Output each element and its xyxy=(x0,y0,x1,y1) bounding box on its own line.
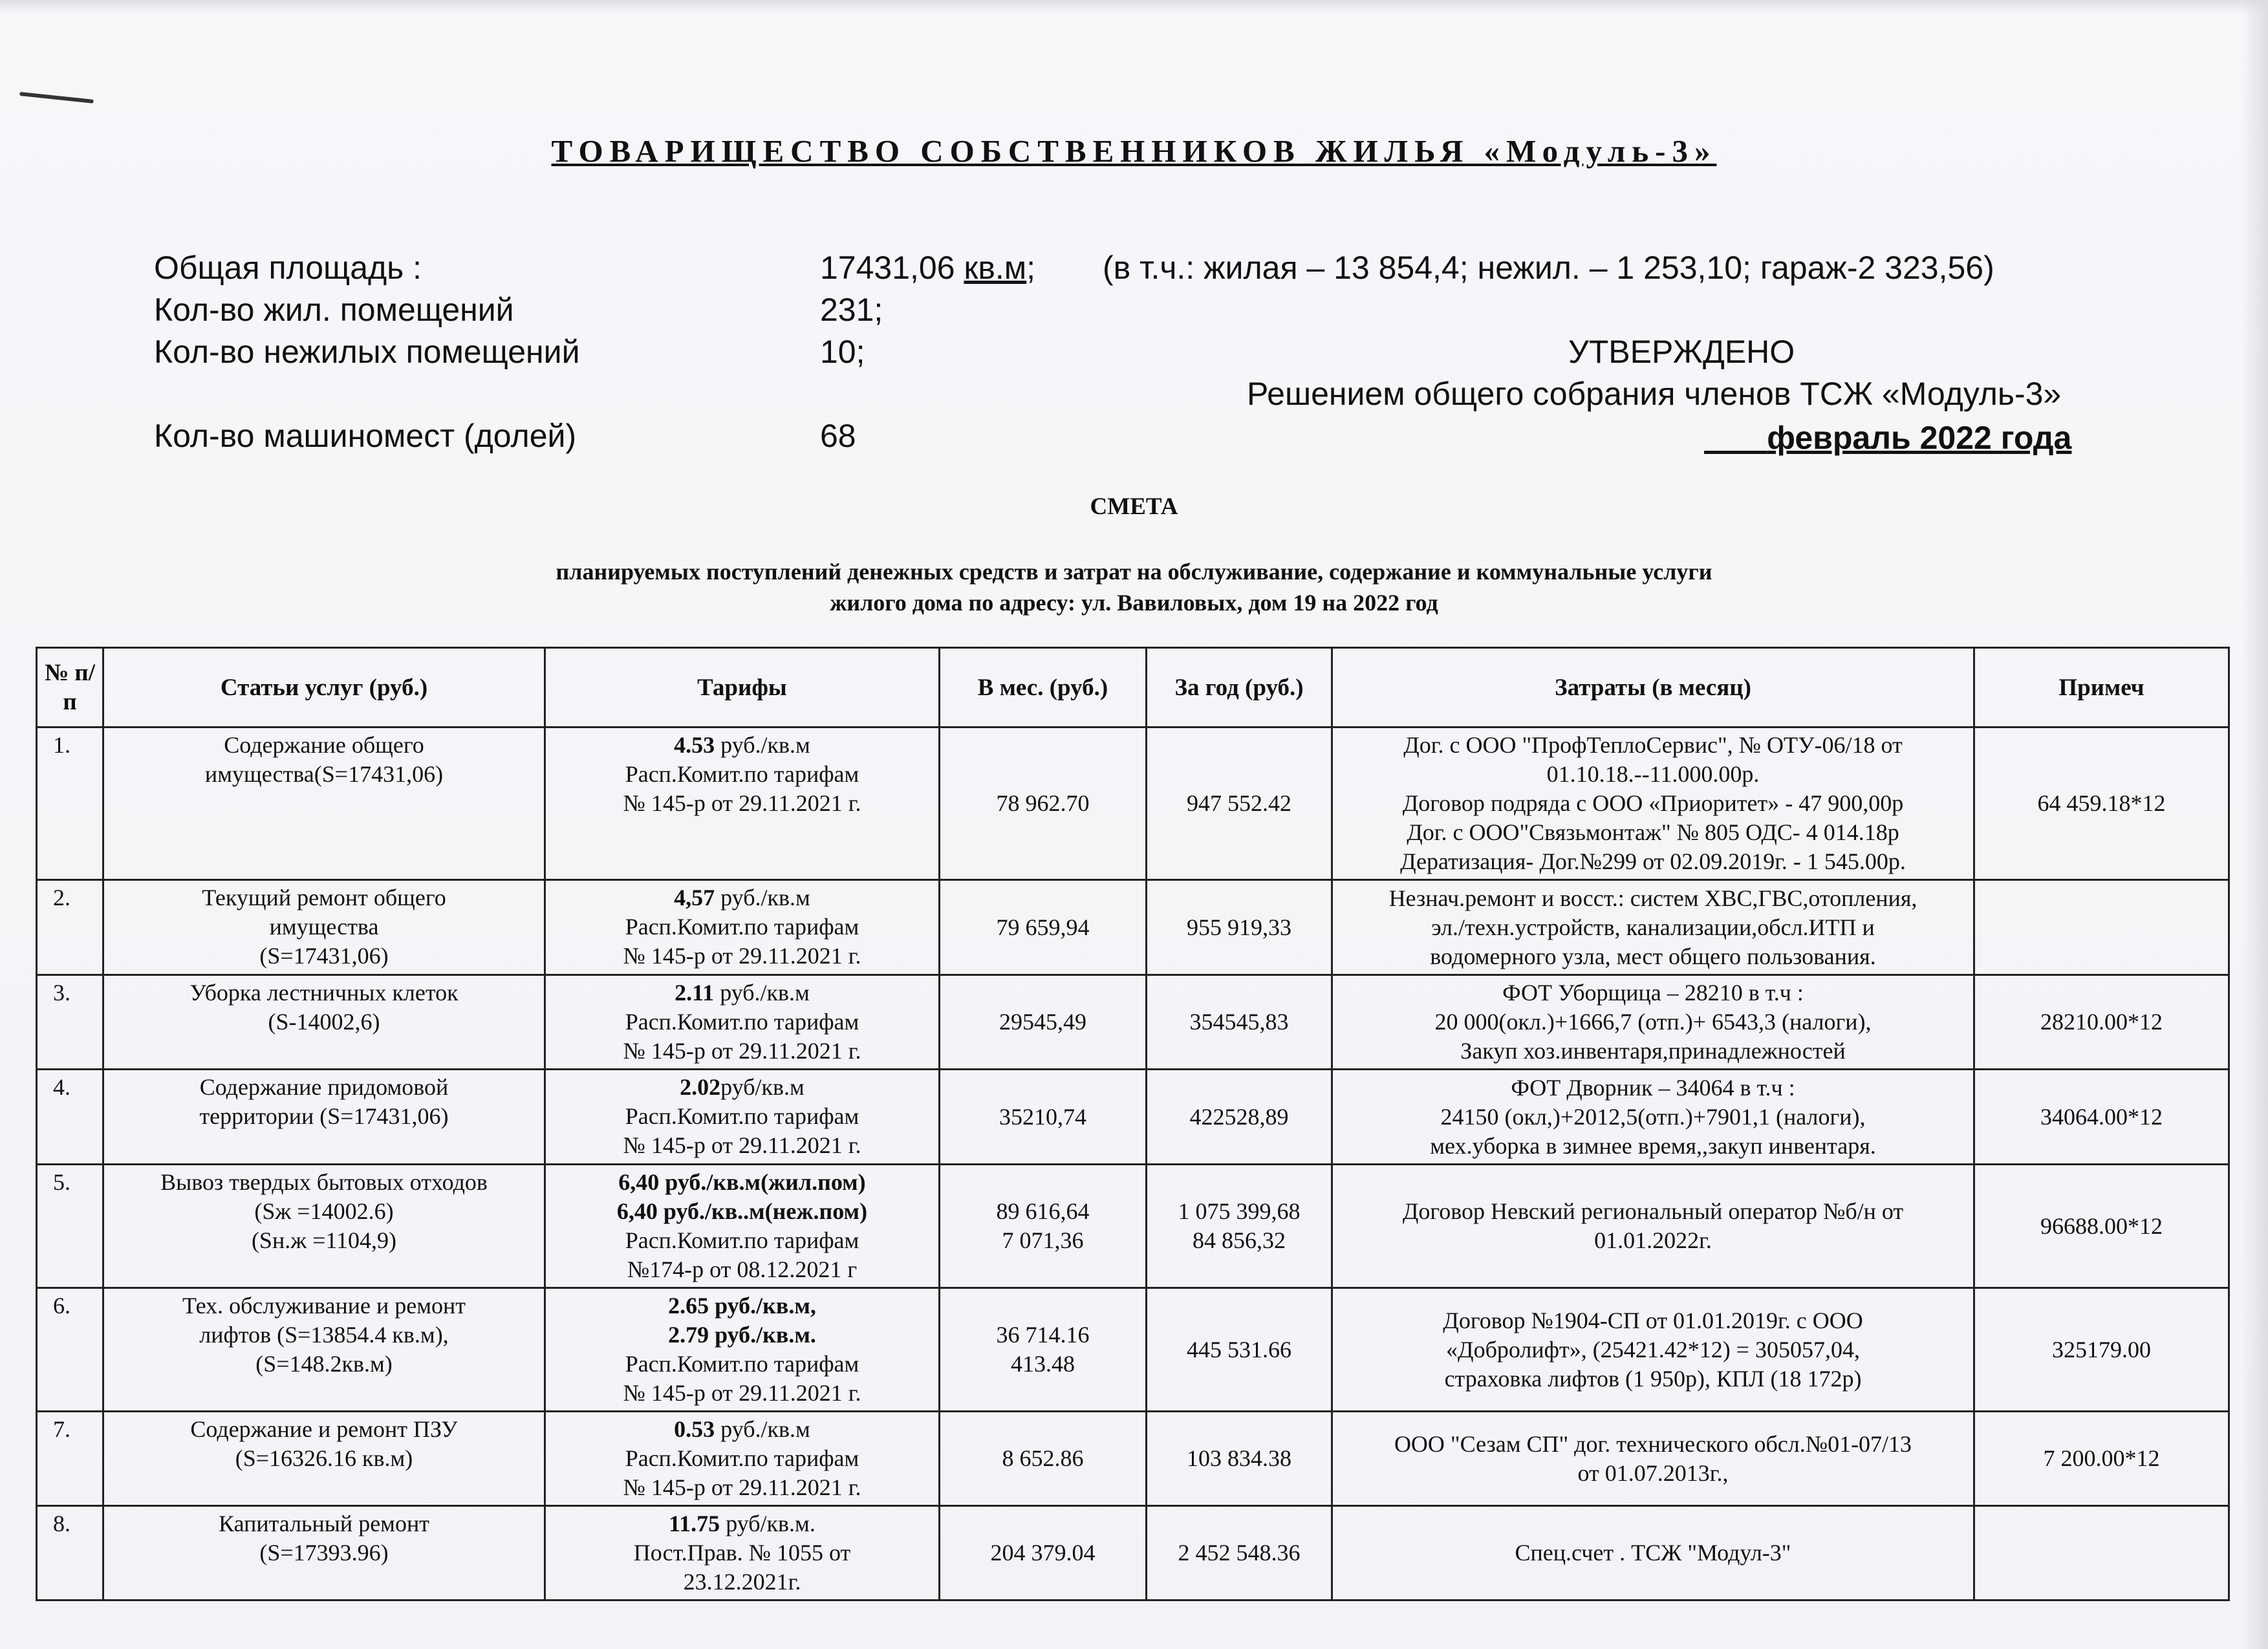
nonliving-label: Кол-во нежилых помещений xyxy=(154,334,580,370)
tariff-line: Пост.Прав. № 1055 от xyxy=(633,1540,851,1566)
tariff-line: № 145-р от 29.11.2021 г. xyxy=(623,1132,861,1158)
costs-line: мех.уборка в зимнее время,,закуп инвентаря. xyxy=(1430,1132,1876,1159)
month-value: 36 714.16 xyxy=(996,1322,1090,1348)
tariff-line-bold: 2.65 руб./кв.м, xyxy=(668,1293,816,1319)
month-value: 35210,74 xyxy=(999,1103,1086,1130)
cell-note: 64 459.18*12 xyxy=(1974,727,2229,880)
col-header-year: За год (руб.) xyxy=(1147,648,1332,727)
costs-line: Договор №1904-СП от 01.01.2019г. с ООО xyxy=(1443,1307,1863,1333)
tariff-rate: 0.53 xyxy=(674,1416,715,1442)
table-row xyxy=(37,1165,2229,1288)
costs-line: 01.01.2022г. xyxy=(1594,1227,1712,1253)
service-line: (S-14002,6) xyxy=(268,1009,380,1035)
cell-year xyxy=(1147,1288,1332,1412)
cell-service xyxy=(103,1288,545,1412)
tariff-line: №174-р от 08.12.2021 г xyxy=(627,1256,858,1282)
cell-year xyxy=(1147,727,1332,880)
tariff-line-bold: 6,40 руб./кв.м(жил.пом) xyxy=(618,1169,866,1195)
parking-value: 68 xyxy=(820,418,856,454)
year-value: 422528,89 xyxy=(1189,1103,1289,1130)
area-value: 17431,06 xyxy=(820,250,955,286)
tariff-line-bold: 2.79 руб./кв.м. xyxy=(668,1322,816,1348)
service-line: Капитальный ремонт xyxy=(219,1511,429,1536)
tariff-line: № 145-р от 29.11.2021 г. xyxy=(623,1380,861,1406)
cell-costs xyxy=(1332,1288,1974,1412)
cell-year xyxy=(1147,1165,1332,1288)
cell-service xyxy=(103,1070,545,1165)
tariff-line: № 145-р от 29.11.2021 г. xyxy=(623,790,861,816)
tariff-line: № 145-р от 29.11.2021 г. xyxy=(623,943,861,969)
costs-line: Дератизация- Дог.№299 от 02.09.2019г. - 1 545.00р. xyxy=(1400,848,1906,874)
cell-tariff xyxy=(545,975,940,1070)
costs-line: ФОТ Уборщица – 28210 в т.ч : xyxy=(1502,980,1804,1006)
cell-num: 3. xyxy=(37,975,103,1070)
cell-month xyxy=(940,1070,1147,1165)
service-line: Содержание придомовой xyxy=(199,1074,449,1100)
month-value: 78 962.70 xyxy=(996,790,1090,816)
smeta-subtitle-line1: планируемых поступлений денежных средств и затрат на обслуживание, содержание и коммунальные услуги xyxy=(556,559,1712,585)
cell-num: 6. xyxy=(37,1288,103,1412)
tariff-first-line xyxy=(551,883,933,912)
cell-service xyxy=(103,727,545,880)
costs-line: от 01.07.2013г., xyxy=(1577,1460,1729,1486)
area-unit: кв.м xyxy=(964,250,1027,286)
approval-date-wrap xyxy=(1704,419,2071,457)
cell-month xyxy=(940,1506,1147,1600)
tariff-line: Расп.Комит.по тарифам xyxy=(625,1103,859,1129)
cell-year xyxy=(1147,1070,1332,1165)
service-line: (S=16326.16 кв.м) xyxy=(235,1445,413,1471)
table-row xyxy=(37,880,2229,975)
service-line: (Sж =14002.6) xyxy=(254,1198,394,1224)
year-value: 1 075 399,68 xyxy=(1178,1198,1301,1224)
tariff-rate: 2.02 xyxy=(680,1074,721,1100)
costs-line: ФОТ Дворник – 34064 в т.ч : xyxy=(1511,1074,1795,1101)
cell-costs xyxy=(1332,1412,1974,1506)
service-line: (S=17431,06) xyxy=(259,943,389,969)
living-value: 231; xyxy=(820,292,883,328)
service-line: Вывоз твердых бытовых отходов xyxy=(160,1169,488,1195)
tariff-unit: руб/кв.м. xyxy=(720,1511,815,1536)
tariff-first-line xyxy=(551,1073,933,1102)
service-line: Текущий ремонт общего xyxy=(202,885,446,911)
tariff-line: Расп.Комит.по тарифам xyxy=(625,1227,859,1253)
service-line: (Sн.ж =1104,9) xyxy=(251,1227,397,1253)
costs-line: Дог. с ООО"Связьмонтаж" № 805 ОДС- 4 014.18р xyxy=(1407,819,1899,845)
service-line: лифтов (S=13854.4 кв.м), xyxy=(199,1322,449,1348)
service-line: Содержание общего xyxy=(224,732,424,758)
cell-service xyxy=(103,1165,545,1288)
tariff-first-line xyxy=(551,1509,933,1538)
year-value: 103 834.38 xyxy=(1187,1445,1291,1471)
cell-note xyxy=(1974,880,2229,975)
nonliving-value: 10; xyxy=(820,334,865,370)
cell-tariff xyxy=(545,880,940,975)
cell-note: 7 200.00*12 xyxy=(1974,1412,2229,1506)
tariff-first-line xyxy=(551,1415,933,1444)
table-body xyxy=(37,727,2229,1600)
cell-costs xyxy=(1332,1506,1974,1600)
col-header-month: В мес. (руб.) xyxy=(940,648,1147,727)
scan-edge-shadow xyxy=(2242,0,2268,1649)
cell-service xyxy=(103,975,545,1070)
tariff-unit: руб./кв.м xyxy=(715,732,810,758)
cell-month xyxy=(940,880,1147,975)
costs-line: 20 000(окл.)+1666,7 (отп.)+ 6543,3 (налоги), xyxy=(1434,1009,1872,1035)
cell-tariff xyxy=(545,1506,940,1600)
month-value: 8 652.86 xyxy=(1002,1445,1084,1471)
col-header-service: Статьи услуг (руб.) xyxy=(103,648,545,727)
approval-heading: УТВЕРЖДЕНО xyxy=(1568,334,1795,370)
cell-tariff xyxy=(545,1070,940,1165)
service-line: (S=148.2кв.м) xyxy=(255,1351,393,1377)
table-row xyxy=(37,1412,2229,1506)
cell-tariff xyxy=(545,1288,940,1412)
col-header-tariff: Тарифы xyxy=(545,648,940,727)
year-value: 955 919,33 xyxy=(1187,914,1291,940)
tariff-rate: 4,57 xyxy=(674,885,715,911)
cell-costs xyxy=(1332,1165,1974,1288)
cell-note: 34064.00*12 xyxy=(1974,1070,2229,1165)
cell-costs xyxy=(1332,727,1974,880)
month-value: 79 659,94 xyxy=(996,914,1090,940)
costs-line: ООО "Сезам СП" дог. технического обсл.№01-07/13 xyxy=(1394,1430,1912,1457)
costs-line: Закуп хоз.инвентаря,принадлежностей xyxy=(1460,1038,1846,1064)
cell-service xyxy=(103,1412,545,1506)
cell-year xyxy=(1147,1506,1332,1600)
cell-month xyxy=(940,1165,1147,1288)
costs-line: Спец.счет . ТСЖ "Модул-3" xyxy=(1515,1540,1791,1566)
cell-note xyxy=(1974,1506,2229,1600)
costs-line: эл./техн.устройств, канализации,обсл.ИТП и xyxy=(1431,914,1875,940)
col-header-note: Примеч xyxy=(1974,648,2229,727)
costs-line: 24150 (окл,)+2012,5(отп.)+7901,1 (налоги), xyxy=(1440,1103,1866,1130)
cell-year xyxy=(1147,975,1332,1070)
cell-service xyxy=(103,880,545,975)
month-value: 7 071,36 xyxy=(1002,1227,1084,1253)
cell-month xyxy=(940,975,1147,1070)
cell-costs xyxy=(1332,880,1974,975)
cell-costs xyxy=(1332,1070,1974,1165)
cell-note: 325179.00 xyxy=(1974,1288,2229,1412)
costs-line: 01.10.18.--11.000.00р. xyxy=(1546,761,1760,787)
cell-tariff xyxy=(545,727,940,880)
costs-line: Договор подряда с ООО «Приоритет» - 47 900,00р xyxy=(1402,790,1904,816)
tariff-line: Расп.Комит.по тарифам xyxy=(625,761,859,787)
cell-service xyxy=(103,1506,545,1600)
living-label: Кол-во жил. помещений xyxy=(154,292,514,328)
cell-month xyxy=(940,727,1147,880)
costs-line: Договор Невский региональный оператор №б/н от xyxy=(1402,1198,1904,1224)
tariff-unit: руб./кв.м xyxy=(715,1416,810,1442)
tariff-first-line xyxy=(551,731,933,760)
cell-num: 2. xyxy=(37,880,103,975)
cell-month xyxy=(940,1412,1147,1506)
scan-top-shadow xyxy=(0,0,2268,14)
cell-month xyxy=(940,1288,1147,1412)
tariff-unit: руб./кв.м xyxy=(714,980,810,1006)
smeta-subtitle xyxy=(0,556,2268,618)
cell-num: 5. xyxy=(37,1165,103,1288)
col-header-num: № п/п xyxy=(37,648,103,727)
month-value: 204 379.04 xyxy=(990,1540,1096,1566)
tariff-rate: 2.11 xyxy=(675,980,715,1006)
service-line: имущества xyxy=(269,914,379,940)
costs-line: Незнач.ремонт и восст.: систем ХВС,ГВС,отопления, xyxy=(1388,885,1917,911)
month-value: 413.48 xyxy=(1011,1351,1075,1377)
cell-note: 96688.00*12 xyxy=(1974,1165,2229,1288)
cell-note: 28210.00*12 xyxy=(1974,975,2229,1070)
service-line: Тех. обслуживание и ремонт xyxy=(182,1293,466,1319)
cell-costs xyxy=(1332,975,1974,1070)
tariff-line: Расп.Комит.по тарифам xyxy=(625,1351,859,1377)
costs-line: «Добролифт», (25421.42*12) = 305057,04, xyxy=(1446,1336,1860,1363)
service-line: (S=17393.96) xyxy=(259,1540,389,1566)
col-header-costs: Затраты (в месяц) xyxy=(1332,648,1974,727)
year-value: 2 452 548.36 xyxy=(1178,1540,1301,1566)
cell-num: 8. xyxy=(37,1506,103,1600)
tariff-line: 23.12.2021г. xyxy=(683,1569,801,1595)
cell-year xyxy=(1147,880,1332,975)
tariff-line: Расп.Комит.по тарифам xyxy=(625,1445,859,1471)
tariff-first-line xyxy=(551,978,933,1008)
year-value: 445 531.66 xyxy=(1187,1336,1291,1363)
smeta-subtitle-line2: жилого дома по адресу: ул. Вавиловых, дом 19 на 2022 год xyxy=(830,590,1438,616)
year-value: 354545,83 xyxy=(1189,1009,1289,1035)
table-row xyxy=(37,1506,2229,1600)
cell-num: 1. xyxy=(37,727,103,880)
cell-num: 4. xyxy=(37,1070,103,1165)
area-breakdown: (в т.ч.: жилая – 13 854,4; нежил. – 1 253,10; гараж-2 323,56) xyxy=(1103,250,1994,286)
service-line: Уборка лестничных клеток xyxy=(189,980,459,1006)
costs-line: водомерного узла, мест общего пользования. xyxy=(1430,943,1876,969)
cell-num: 7. xyxy=(37,1412,103,1506)
year-value: 947 552.42 xyxy=(1187,790,1291,816)
service-line: Содержание и ремонт ПЗУ xyxy=(190,1416,458,1442)
tariff-line: № 145-р от 29.11.2021 г. xyxy=(623,1038,861,1064)
month-value: 89 616,64 xyxy=(996,1198,1090,1224)
approval-date: февраль 2022 года xyxy=(1767,420,2072,456)
costs-line: страховка лифтов (1 950р), КПЛ (18 172р) xyxy=(1444,1365,1862,1392)
tariff-line: Расп.Комит.по тарифам xyxy=(625,1009,859,1035)
tariff-unit: руб/кв.м xyxy=(720,1074,805,1100)
tariff-rate: 4.53 xyxy=(674,732,715,758)
table-header-row xyxy=(37,648,2229,727)
approval-line: Решением общего собрания членов ТСЖ «Модуль-3» xyxy=(1247,376,2062,412)
table-row xyxy=(37,1288,2229,1412)
year-value: 84 856,32 xyxy=(1193,1227,1286,1253)
cell-tariff xyxy=(545,1165,940,1288)
tariff-line: № 145-р от 29.11.2021 г. xyxy=(623,1474,861,1500)
table-row xyxy=(37,727,2229,880)
month-value: 29545,49 xyxy=(999,1009,1086,1035)
area-value-line xyxy=(820,249,1035,286)
parking-label: Кол-во машиномест (долей) xyxy=(154,418,577,454)
document-title: ТОВАРИЩЕСТВО СОБСТВЕННИКОВ ЖИЛЬЯ «Модуль-3» xyxy=(551,133,1717,169)
smeta-heading: СМЕТА xyxy=(1090,493,1178,520)
tariff-line-bold: 6,40 руб./кв..м(неж.пом) xyxy=(616,1198,868,1224)
area-sep: ; xyxy=(1026,250,1036,286)
table-row xyxy=(37,1070,2229,1165)
service-line: территории (S=17431,06) xyxy=(199,1103,449,1129)
cell-year xyxy=(1147,1412,1332,1506)
area-label: Общая площадь : xyxy=(154,250,422,286)
costs-line: Дог. с ООО "ПрофТеплоСервис", № ОТУ-06/18 от xyxy=(1403,732,1903,758)
service-line: имущества(S=17431,06) xyxy=(204,761,444,787)
estimate-table xyxy=(36,647,2230,1601)
tariff-unit: руб./кв.м xyxy=(715,885,810,911)
cell-tariff xyxy=(545,1412,940,1506)
table-row xyxy=(37,975,2229,1070)
tariff-rate: 11.75 xyxy=(669,1511,720,1536)
tariff-line: Расп.Комит.по тарифам xyxy=(625,914,859,940)
